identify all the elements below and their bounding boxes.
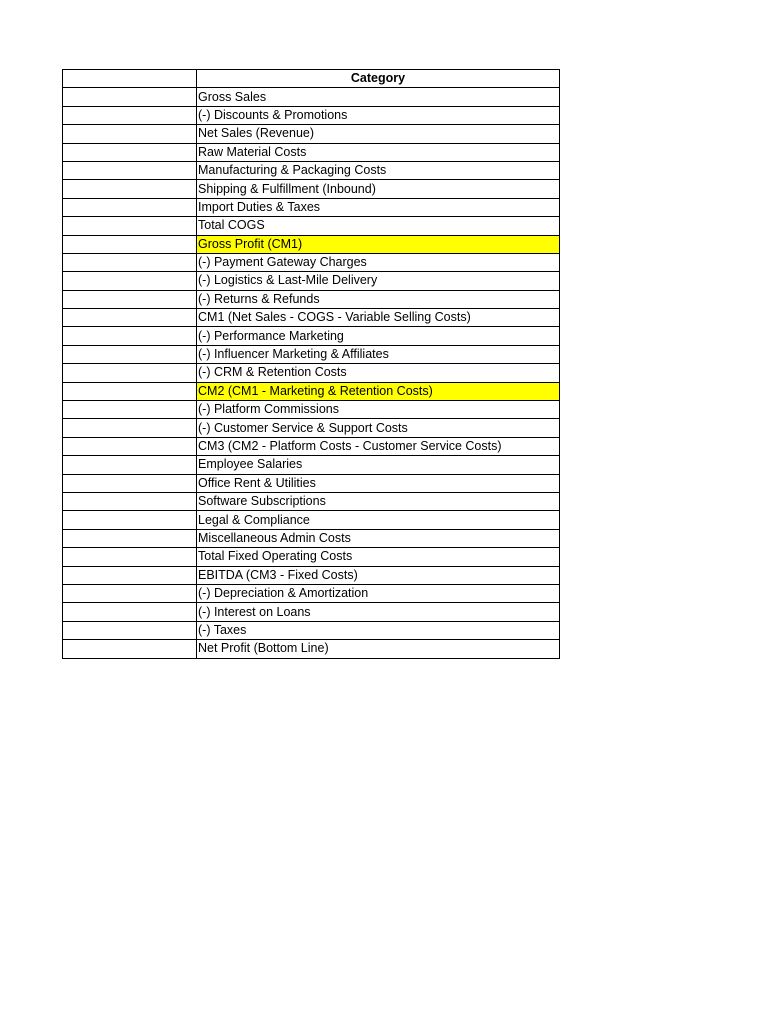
table-row: [63, 566, 560, 584]
table-row: [63, 143, 560, 161]
row-empty-cell[interactable]: [63, 621, 197, 639]
row-empty-cell[interactable]: [63, 125, 197, 143]
row-empty-cell[interactable]: [63, 640, 197, 658]
table-body: [63, 88, 560, 658]
table-row: [63, 548, 560, 566]
category-cell[interactable]: Gross Profit (CM1): [197, 235, 560, 253]
row-empty-cell[interactable]: [63, 566, 197, 584]
table-row: [63, 198, 560, 216]
row-empty-cell[interactable]: [63, 492, 197, 510]
category-cell[interactable]: (-) Platform Commissions: [197, 401, 560, 419]
pnl-category-table: [62, 69, 560, 659]
category-cell[interactable]: (-) Depreciation & Amortization: [197, 584, 560, 602]
table-row: [63, 235, 560, 253]
row-empty-cell[interactable]: [63, 180, 197, 198]
row-empty-cell[interactable]: [63, 437, 197, 455]
category-cell[interactable]: CM2 (CM1 - Marketing & Retention Costs): [197, 382, 560, 400]
empty-header-cell[interactable]: [63, 70, 197, 88]
table-row: [63, 217, 560, 235]
table-row: [63, 327, 560, 345]
category-cell[interactable]: Raw Material Costs: [197, 143, 560, 161]
row-empty-cell[interactable]: [63, 401, 197, 419]
row-empty-cell[interactable]: [63, 511, 197, 529]
row-empty-cell[interactable]: [63, 106, 197, 124]
category-cell[interactable]: Net Profit (Bottom Line): [197, 640, 560, 658]
table-row: [63, 492, 560, 510]
category-cell[interactable]: CM3 (CM2 - Platform Costs - Customer Service Costs): [197, 437, 560, 455]
category-cell[interactable]: Net Sales (Revenue): [197, 125, 560, 143]
row-empty-cell[interactable]: [63, 382, 197, 400]
row-empty-cell[interactable]: [63, 235, 197, 253]
table-row: [63, 437, 560, 455]
category-cell[interactable]: (-) Interest on Loans: [197, 603, 560, 621]
table-row: [63, 621, 560, 639]
row-empty-cell[interactable]: [63, 161, 197, 179]
category-cell[interactable]: Gross Sales: [197, 88, 560, 106]
category-cell[interactable]: Miscellaneous Admin Costs: [197, 529, 560, 547]
table-row: [63, 640, 560, 658]
category-cell[interactable]: Manufacturing & Packaging Costs: [197, 161, 560, 179]
row-empty-cell[interactable]: [63, 584, 197, 602]
table-row: [63, 584, 560, 602]
row-empty-cell[interactable]: [63, 88, 197, 106]
category-header[interactable]: Category: [197, 70, 560, 88]
category-cell[interactable]: Shipping & Fulfillment (Inbound): [197, 180, 560, 198]
category-cell[interactable]: (-) Taxes: [197, 621, 560, 639]
category-cell[interactable]: CM1 (Net Sales - COGS - Variable Selling Costs): [197, 309, 560, 327]
category-cell[interactable]: Software Subscriptions: [197, 492, 560, 510]
table-row: [63, 272, 560, 290]
row-empty-cell[interactable]: [63, 217, 197, 235]
row-empty-cell[interactable]: [63, 419, 197, 437]
table-row: [63, 382, 560, 400]
row-empty-cell[interactable]: [63, 143, 197, 161]
row-empty-cell[interactable]: [63, 198, 197, 216]
table-row: [63, 88, 560, 106]
row-empty-cell[interactable]: [63, 364, 197, 382]
category-cell[interactable]: Total COGS: [197, 217, 560, 235]
row-empty-cell[interactable]: [63, 529, 197, 547]
table-row: [63, 125, 560, 143]
table-row: [63, 474, 560, 492]
table-row: [63, 253, 560, 271]
table-row: [63, 309, 560, 327]
table-row: [63, 345, 560, 363]
row-empty-cell[interactable]: [63, 603, 197, 621]
row-empty-cell[interactable]: [63, 456, 197, 474]
table-row: [63, 106, 560, 124]
row-empty-cell[interactable]: [63, 290, 197, 308]
category-cell[interactable]: Import Duties & Taxes: [197, 198, 560, 216]
category-cell[interactable]: EBITDA (CM3 - Fixed Costs): [197, 566, 560, 584]
category-cell[interactable]: (-) Customer Service & Support Costs: [197, 419, 560, 437]
table-row: [63, 511, 560, 529]
header-row: [63, 70, 560, 88]
category-cell[interactable]: Total Fixed Operating Costs: [197, 548, 560, 566]
category-cell[interactable]: Legal & Compliance: [197, 511, 560, 529]
table-row: [63, 180, 560, 198]
table-row: [63, 529, 560, 547]
table-row: [63, 290, 560, 308]
category-cell[interactable]: (-) Returns & Refunds: [197, 290, 560, 308]
table-row: [63, 161, 560, 179]
category-cell[interactable]: (-) Influencer Marketing & Affiliates: [197, 345, 560, 363]
table-row: [63, 364, 560, 382]
category-cell[interactable]: (-) Discounts & Promotions: [197, 106, 560, 124]
table-row: [63, 456, 560, 474]
row-empty-cell[interactable]: [63, 327, 197, 345]
category-cell[interactable]: (-) CRM & Retention Costs: [197, 364, 560, 382]
table-row: [63, 401, 560, 419]
category-cell[interactable]: Office Rent & Utilities: [197, 474, 560, 492]
category-cell[interactable]: (-) Logistics & Last-Mile Delivery: [197, 272, 560, 290]
table-row: [63, 419, 560, 437]
table-row: [63, 603, 560, 621]
row-empty-cell[interactable]: [63, 474, 197, 492]
category-cell[interactable]: Employee Salaries: [197, 456, 560, 474]
row-empty-cell[interactable]: [63, 253, 197, 271]
row-empty-cell[interactable]: [63, 345, 197, 363]
category-cell[interactable]: (-) Payment Gateway Charges: [197, 253, 560, 271]
category-cell[interactable]: (-) Performance Marketing: [197, 327, 560, 345]
row-empty-cell[interactable]: [63, 309, 197, 327]
row-empty-cell[interactable]: [63, 548, 197, 566]
row-empty-cell[interactable]: [63, 272, 197, 290]
